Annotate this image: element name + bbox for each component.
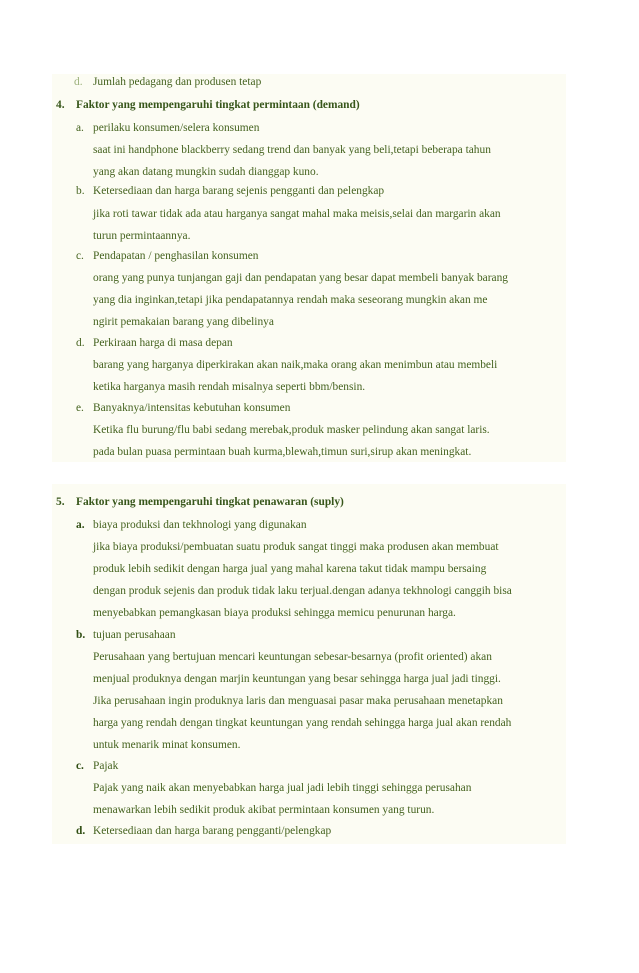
section-number: 5. bbox=[56, 496, 65, 508]
list-item-text: untuk menarik minat konsumen. bbox=[93, 739, 241, 751]
list-item-title: perilaku konsumen/selera konsumen bbox=[93, 122, 260, 134]
list-item-text: turun permintaannya. bbox=[93, 230, 191, 242]
list-marker: e. bbox=[76, 402, 84, 414]
list-item-title: tujuan perusahaan bbox=[93, 629, 176, 641]
list-item-title: Ketersediaan dan harga barang sejenis pengganti dan pelengkap bbox=[93, 185, 385, 197]
list-item-text: Ketika flu burung/flu babi sedang merebak,produk masker pelindung akan sangat laris. bbox=[93, 424, 490, 436]
list-item-text: Pajak yang naik akan menyebabkan harga jual jadi lebih tinggi sehingga perusahan bbox=[93, 782, 472, 794]
list-item-text: produk lebih sedikit dengan harga jual yang mahal karena takut tidak mampu bersaing bbox=[93, 563, 487, 575]
list-item-text: Jika perusahaan ingin produknya laris dan menguasai pasar maka perusahaan menetapkan bbox=[93, 695, 503, 707]
list-marker: b. bbox=[76, 629, 86, 641]
list-item-text: yang dia inginkan,tetapi jika pendapatannya rendah maka seseorang mungkin akan me bbox=[93, 294, 488, 306]
list-item-title: Pajak bbox=[93, 760, 119, 772]
list-marker: d. bbox=[76, 825, 86, 837]
list-item-text: jika roti tawar tidak ada atau harganya sangat mahal maka meisis,selai dan margarin akan bbox=[93, 208, 501, 220]
list-item-text: saat ini handphone blackberry sedang trend dan banyak yang beli,tetapi beberapa tahun bbox=[93, 144, 491, 156]
list-item-title: biaya produksi dan tekhnologi yang digunakan bbox=[93, 519, 307, 531]
list-marker: c. bbox=[76, 250, 84, 262]
section-heading: Faktor yang mempengaruhi tingkat penawaran (suply) bbox=[76, 496, 344, 508]
list-item-text: yang akan datang mungkin sudah dianggap kuno. bbox=[93, 166, 319, 178]
section-heading: Faktor yang mempengaruhi tingkat permintaan (demand) bbox=[76, 99, 360, 111]
list-item-text: jika biaya produksi/pembuatan suatu produk sangat tinggi maka produsen akan membuat bbox=[93, 541, 499, 553]
list-item-text: ngirit pemakaian barang yang dibelinya bbox=[93, 316, 274, 328]
list-item-text: ketika harganya masih rendah misalnya seperti bbm/bensin. bbox=[93, 381, 366, 393]
list-item-text: harga yang rendah dengan tingkat keuntungan yang rendah sehingga harga jual akan rendah bbox=[93, 717, 512, 729]
list-item-text: menyebabkan pemangkasan biaya produksi sehingga memicu penurunan harga. bbox=[93, 607, 456, 619]
list-item-text: dengan produk sejenis dan produk tidak laku terjual.dengan adanya tekhnologi canggih bisa bbox=[93, 585, 512, 597]
list-item-title: Perkiraan harga di masa depan bbox=[93, 337, 233, 349]
section-number: 4. bbox=[56, 99, 65, 111]
list-marker: c. bbox=[76, 760, 84, 772]
list-marker: a. bbox=[76, 519, 85, 531]
list-marker: d. bbox=[74, 76, 83, 88]
list-item-text: barang yang harganya diperkirakan akan naik,maka orang akan menimbun atau membeli bbox=[93, 359, 498, 371]
list-item-text: orang yang punya tunjangan gaji dan pendapatan yang besar dapat membeli banyak barang bbox=[93, 272, 508, 284]
list-item-title: Pendapatan / penghasilan konsumen bbox=[93, 250, 259, 262]
list-item-text: menawarkan lebih sedikit produk akibat permintaan konsumen yang turun. bbox=[93, 804, 435, 816]
list-item-title: Ketersediaan dan harga barang pengganti/pelengkap bbox=[93, 825, 332, 837]
list-item-title: Jumlah pedagang dan produsen tetap bbox=[93, 76, 262, 88]
list-marker: b. bbox=[76, 185, 85, 197]
list-item-title: Banyaknya/intensitas kebutuhan konsumen bbox=[93, 402, 291, 414]
list-marker: a. bbox=[76, 122, 84, 134]
list-item-text: menjual produknya dengan marjin keuntungan yang besar sehingga harga jual jadi tinggi. bbox=[93, 673, 501, 685]
list-item-text: pada bulan puasa permintaan buah kurma,blewah,timun suri,sirup akan meningkat. bbox=[93, 446, 472, 458]
list-marker: d. bbox=[76, 337, 85, 349]
list-item-text: Perusahaan yang bertujuan mencari keuntungan sebesar-besarnya (profit oriented) akan bbox=[93, 651, 492, 663]
